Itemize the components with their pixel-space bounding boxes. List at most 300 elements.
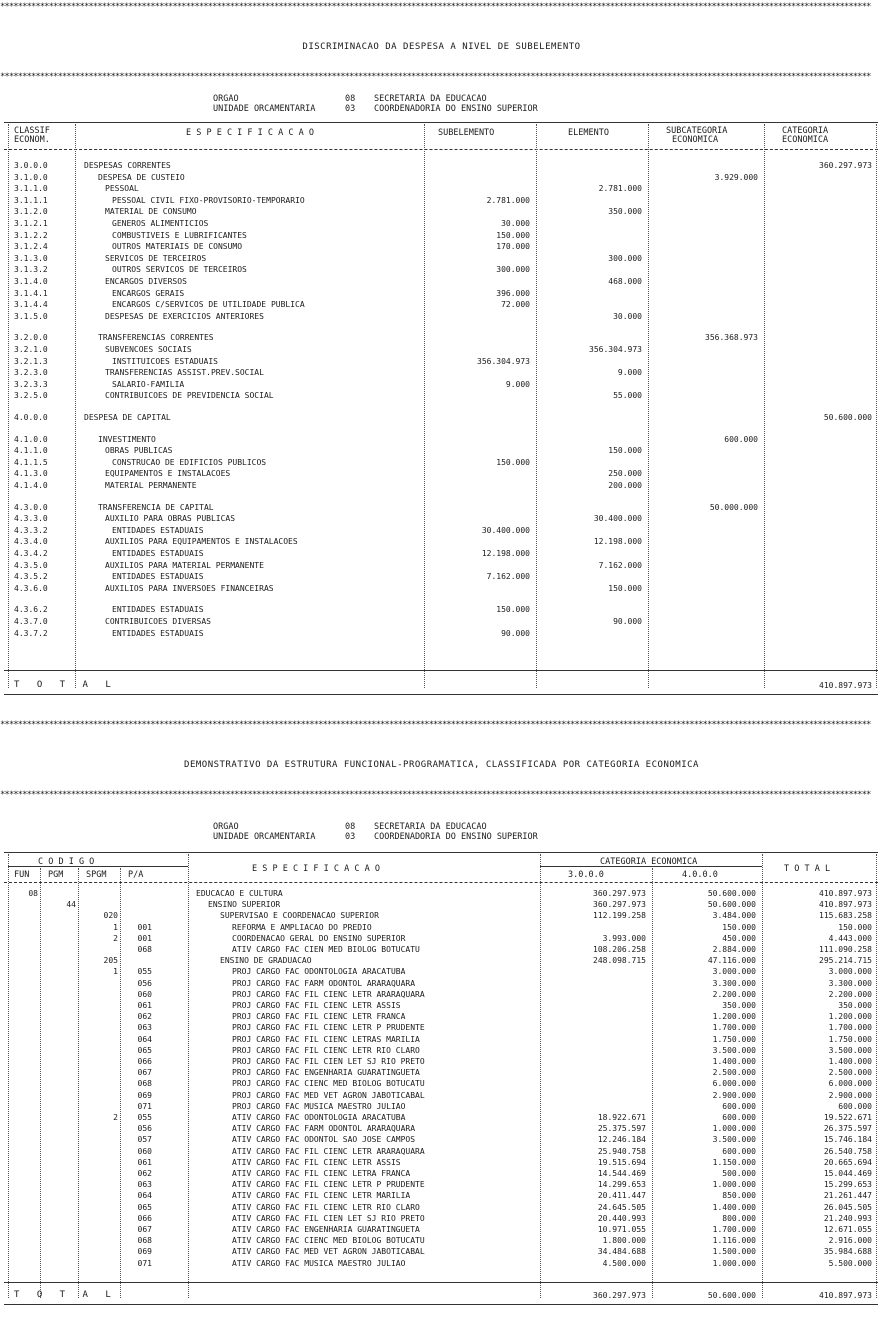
table-row: [0, 1190, 883, 1201]
classif-code: 3.1.5.0: [14, 311, 48, 321]
header-classif: CLASSIF: [14, 126, 50, 136]
value-4000: 1.116.000: [712, 1236, 756, 1246]
table-row: [0, 344, 883, 355]
value-4000: 850.000: [722, 1191, 756, 1201]
value-4000: 2.500.000: [712, 1068, 756, 1078]
value-4000: 3.500.000: [712, 1045, 756, 1055]
total-label: T O T A L: [14, 1290, 117, 1300]
value-4000: 2.200.000: [712, 989, 756, 999]
especificacao: ENTIDADES ESTADUAIS: [112, 628, 204, 638]
table-row: [0, 1235, 883, 1246]
header-econom: ECONOM.: [14, 135, 50, 145]
table-row: [0, 1112, 883, 1123]
subelemento-value: 170.000: [496, 242, 530, 252]
especificacao: ATIV CARGO FAC FIL CIENC LETRA FRANCA: [232, 1169, 411, 1178]
unidade-code: 03: [345, 104, 356, 114]
header-especificacao: E S P E C I F I C A C A O: [186, 128, 314, 138]
table-row: [0, 628, 883, 639]
value-total: 295.214.715: [819, 956, 872, 966]
table-row: [0, 1134, 883, 1145]
table-row: [0, 445, 883, 456]
header-elemento: ELEMENTO: [568, 128, 609, 138]
pa-code: 065: [137, 1202, 152, 1212]
table-row: [0, 311, 883, 322]
table-row: [0, 536, 883, 547]
pa-code: 061: [137, 1001, 152, 1010]
classif-code: 3.2.1.3: [14, 356, 48, 366]
classif-code: 4.1.3.0: [14, 469, 48, 479]
especificacao: PROJ CARGO FAC FIL CIENC LETRAS MARILIA: [232, 1034, 420, 1044]
especificacao: COMBUSTIVEIS E LUBRIFICANTES: [112, 230, 247, 240]
table-row: [0, 195, 883, 206]
value-total: 2.916.000: [828, 1236, 872, 1246]
table-row: [0, 206, 883, 217]
classif-code: 3.1.4.0: [14, 277, 48, 286]
value-4000: 2.900.000: [712, 1090, 756, 1100]
value-3000: 18.922.671: [597, 1113, 646, 1122]
especificacao: OBRAS PUBLICAS: [105, 446, 173, 456]
unidade-label: UNIDADE ORCAMENTARIA: [213, 832, 316, 842]
value-total: 5.500.000: [828, 1258, 872, 1268]
value-total: 2.500.000: [828, 1068, 872, 1078]
value-total: 35.984.688: [823, 1247, 872, 1257]
table2-top-rule: [4, 852, 878, 853]
pa-code: 068: [137, 1079, 152, 1089]
value-total: 1.700.000: [828, 1023, 872, 1033]
classif-code: 3.1.2.1: [14, 219, 48, 228]
pa-code: 069: [137, 1090, 152, 1100]
header-categoria-2: ECONOMICA: [782, 135, 829, 145]
subelemento-value: 9.000: [505, 379, 530, 389]
classif-code: 4.3.5.0: [14, 560, 48, 570]
value-4000: 1.400.000: [712, 1202, 756, 1212]
subelemento-value: 90.000: [501, 628, 530, 638]
classif-code: 4.1.4.0: [14, 481, 48, 490]
value-3000: 24.645.505: [597, 1202, 646, 1212]
classif-code: 3.2.3.3: [14, 379, 48, 389]
subelemento-value: 12.198.000: [481, 549, 530, 558]
table-row: [0, 468, 883, 479]
especificacao: EDUCACAO E CULTURA: [196, 889, 283, 898]
value-3000: 10.971.055: [597, 1225, 646, 1234]
table-row: [0, 1045, 883, 1056]
elemento-value: 90.000: [613, 617, 642, 626]
value-4000: 350.000: [722, 1001, 756, 1010]
table-row: [0, 604, 883, 615]
table2-header-rule: [4, 882, 878, 883]
fun-code: 08: [28, 889, 38, 898]
classif-code: 3.1.4.4: [14, 300, 48, 310]
especificacao: ATIV CARGO FAC FIL CIENC LETR ASSIS: [232, 1157, 401, 1167]
value-total: 600.000: [838, 1101, 872, 1111]
header-total: T O T A L: [784, 864, 831, 874]
value-total: 1.200.000: [828, 1012, 872, 1022]
separator: *****************************************************************************************************************************************************************************************************: [0, 790, 871, 800]
value-4000: 600.000: [722, 1113, 756, 1122]
subcategoria-value: 3.929.000: [714, 172, 758, 182]
especificacao: INSTITUICOES ESTADUAIS: [112, 356, 218, 366]
value-4000: 600.000: [722, 1101, 756, 1111]
especificacao: ENTIDADES ESTADUAIS: [112, 605, 204, 615]
elemento-value: 356.304.973: [589, 345, 642, 354]
value-total: 410.897.973: [819, 900, 872, 910]
pa-code: 067: [137, 1068, 152, 1078]
especificacao: PROJ CARGO FAC ENGENHARIA GUARATINGUETA: [232, 1068, 420, 1078]
spgm-code: 1: [113, 922, 118, 932]
especificacao: ATIV CARGO FAC MED VET AGRON JABOTICABAL: [232, 1247, 425, 1257]
subelemento-value: 150.000: [496, 230, 530, 240]
table-row: [0, 218, 883, 229]
classif-code: 3.2.5.0: [14, 391, 48, 401]
table-row: [0, 560, 883, 571]
spgm-code: 2: [113, 1113, 118, 1122]
subelemento-value: 356.304.973: [477, 356, 530, 366]
table-row: [0, 1101, 883, 1112]
separator: *****************************************************************************************************************************************************************************************************: [0, 720, 871, 730]
table-row: [0, 548, 883, 559]
table2-bottom-rule: [4, 1304, 878, 1305]
table2-total-rule: [4, 1282, 878, 1283]
table-row: [0, 910, 883, 921]
value-total: 350.000: [838, 1001, 872, 1010]
especificacao: DESPESA DE CAPITAL: [84, 413, 171, 422]
classif-code: 3.1.2.0: [14, 207, 48, 217]
especificacao: SERVICOS DE TERCEIROS: [105, 253, 207, 263]
subcategoria-value: 600.000: [724, 434, 758, 444]
table-row: [0, 966, 883, 977]
value-4000: 1.000.000: [712, 1180, 756, 1190]
especificacao: ENTIDADES ESTADUAIS: [112, 572, 204, 582]
subelemento-value: 2.781.000: [486, 195, 530, 205]
value-4000: 1.750.000: [712, 1034, 756, 1044]
pa-code: 067: [137, 1225, 152, 1234]
especificacao: CONTRIBUICOES DE PREVIDENCIA SOCIAL: [105, 391, 274, 401]
value-3000: 3.993.000: [602, 933, 646, 943]
orgao-label: ORGAO: [213, 822, 239, 832]
table-row: [0, 379, 883, 390]
table-row: [0, 390, 883, 401]
especificacao: ENSINO DE GRADUACAO: [220, 956, 312, 966]
header-pgm: PGM: [48, 870, 64, 880]
table-row: [0, 1034, 883, 1045]
especificacao: EQUIPAMENTOS E INSTALACOES: [105, 469, 231, 479]
especificacao: PROJ CARGO FAC FIL CIENC LETR ASSIS: [232, 1001, 401, 1010]
value-total: 3.500.000: [828, 1045, 872, 1055]
especificacao: PROJ CARGO FAC MUSICA MAESTRO JULIAO: [232, 1101, 406, 1111]
value-3000: 14.299.653: [597, 1180, 646, 1190]
pa-code: 064: [137, 1191, 152, 1201]
value-total: 2.200.000: [828, 989, 872, 999]
table-row: [0, 525, 883, 536]
table-row: [0, 253, 883, 264]
especificacao: ATIV CARGO FAC MUSICA MAESTRO JULIAO: [232, 1258, 406, 1268]
value-3000: 108.206.258: [593, 945, 646, 954]
total-label: T O T A L: [14, 680, 117, 690]
value-4000: 1.200.000: [712, 1012, 756, 1022]
pa-code: 065: [137, 1045, 152, 1055]
value-3000: 34.484.688: [597, 1247, 646, 1257]
classif-code: 4.1.0.0: [14, 434, 48, 444]
table-row: [0, 888, 883, 899]
pa-code: 069: [137, 1247, 152, 1257]
classif-code: 3.1.3.0: [14, 253, 48, 263]
pa-code: 068: [137, 945, 152, 954]
especificacao: ATIV CARGO FAC FIL CIENC LETR P PRUDENTE: [232, 1180, 425, 1190]
classif-code: 4.3.0.0: [14, 502, 48, 512]
elemento-value: 300.000: [608, 253, 642, 263]
header-4000: 4.0.0.0: [682, 870, 718, 880]
orgao-name: SECRETARIA DA EDUCACAO: [374, 822, 487, 832]
orgao-label: ORGAO: [213, 94, 239, 104]
value-4000: 3.484.000: [712, 911, 756, 921]
value-total: 2.900.000: [828, 1090, 872, 1100]
especificacao: TRANSFERENCIAS ASSIST.PREV.SOCIAL: [105, 368, 264, 378]
especificacao: SUPERVISAO E COORDENACAO SUPERIOR: [220, 911, 379, 921]
value-4000: 1.700.000: [712, 1225, 756, 1234]
table-row: [0, 1011, 883, 1022]
orgao-code: 08: [345, 94, 356, 104]
value-total: 15.299.653: [823, 1180, 872, 1190]
table-row: [0, 1168, 883, 1179]
header-fun: FUN: [14, 870, 30, 880]
table-row: [0, 502, 883, 513]
subcategoria-value: 50.000.000: [709, 502, 758, 512]
value-total: 410.897.973: [819, 889, 872, 898]
pa-code: 061: [137, 1157, 152, 1167]
total-grand: 410.897.973: [819, 1291, 872, 1300]
classif-code: 4.3.3.0: [14, 514, 48, 524]
especificacao: TRANSFERENCIA DE CAPITAL: [98, 502, 214, 512]
unidade-label: UNIDADE ORCAMENTARIA: [213, 104, 316, 114]
especificacao: ENCARGOS C/SERVICOS DE UTILIDADE PUBLICA: [112, 300, 305, 310]
value-3000: 19.515.694: [597, 1157, 646, 1167]
section1-title: DISCRIMINACAO DA DESPESA A NIVEL DE SUBELEMENTO: [302, 42, 581, 52]
classif-code: 3.1.0.0: [14, 172, 48, 182]
classif-code: 4.3.5.2: [14, 572, 48, 582]
classif-code: 3.1.4.1: [14, 288, 48, 298]
pa-code: 055: [137, 967, 152, 977]
subelemento-value: 150.000: [496, 457, 530, 467]
especificacao: DESPESAS DE EXERCICIOS ANTERIORES: [105, 311, 264, 321]
table-row: [0, 299, 883, 310]
value-total: 4.443.000: [828, 933, 872, 943]
especificacao: OUTROS SERVICOS DE TERCEIROS: [112, 265, 247, 275]
value-4000: 1.400.000: [712, 1057, 756, 1066]
especificacao: PROJ CARGO FAC MED VET AGRON JABOTICABAL: [232, 1090, 425, 1100]
elemento-value: 468.000: [608, 277, 642, 286]
classif-code: 3.2.1.0: [14, 345, 48, 354]
table-row: [0, 241, 883, 252]
header-categoria-rule: [540, 866, 762, 867]
value-total: 115.683.258: [819, 911, 872, 921]
especificacao: INVESTIMENTO: [98, 434, 156, 444]
header-codigo: C O D I G O: [38, 857, 95, 867]
table-row: [0, 1056, 883, 1067]
value-4000: 47.116.000: [707, 956, 756, 966]
value-total: 150.000: [838, 922, 872, 932]
especificacao: COORDENACAO GERAL DO ENSINO SUPERIOR: [232, 933, 406, 943]
especificacao: MATERIAL DE CONSUMO: [105, 207, 197, 217]
value-total: 1.400.000: [828, 1057, 872, 1066]
table-row: [0, 922, 883, 933]
especificacao: ATIV CARGO FAC FIL CIENC LETR RIO CLARO: [232, 1202, 420, 1212]
pa-code: 060: [137, 1146, 152, 1156]
table-row: [0, 183, 883, 194]
value-3000: 12.246.184: [597, 1135, 646, 1145]
table1-header-rule: [4, 149, 878, 150]
table1-bottom-rule: [4, 694, 878, 695]
subelemento-value: 150.000: [496, 605, 530, 615]
separator-top: *****************************************************************************************************************************************************************************************************: [0, 2, 871, 12]
especificacao: AUXILIOS PARA MATERIAL PERMANENTE: [105, 560, 264, 570]
especificacao: PROJ CARGO FAC FARM ODONTOL ARARAQUARA: [232, 978, 416, 988]
especificacao: PROJ CARGO FAC FIL CIEN LET SJ RIO PRETO: [232, 1057, 425, 1066]
classif-code: 4.3.7.0: [14, 617, 48, 626]
especificacao: ATIV CARGO FAC ODONTOL SAO JOSE CAMPOS: [232, 1135, 416, 1145]
especificacao: AUXILIOS PARA INVERSOES FINANCEIRAS: [105, 583, 274, 593]
value-total: 26.540.758: [823, 1146, 872, 1156]
especificacao: ATIV CARGO FAC ENGENHARIA GUARATINGUETA: [232, 1225, 420, 1234]
value-total: 26.375.597: [823, 1124, 872, 1134]
pa-code: 001: [137, 922, 152, 932]
classif-code: 4.3.6.2: [14, 605, 48, 615]
subelemento-value: 396.000: [496, 288, 530, 298]
pa-code: 057: [137, 1135, 152, 1145]
especificacao: PROJ CARGO FAC ODONTOLOGIA ARACATUBA: [232, 967, 406, 977]
table-row: [0, 1258, 883, 1269]
table-row: [0, 412, 883, 423]
pgm-code: 44: [66, 900, 76, 910]
especificacao: MATERIAL PERMANENTE: [105, 481, 197, 490]
pa-code: 064: [137, 1034, 152, 1044]
elemento-value: 2.781.000: [598, 184, 642, 194]
value-4000: 3.500.000: [712, 1135, 756, 1145]
pa-code: 071: [137, 1258, 152, 1268]
elemento-value: 150.000: [608, 446, 642, 456]
pa-code: 063: [137, 1180, 152, 1190]
classif-code: 3.1.1.1: [14, 195, 48, 205]
pa-code: 063: [137, 1023, 152, 1033]
especificacao: ATIV CARGO FAC CIEN MED BIOLOG BOTUCATU: [232, 945, 420, 954]
elemento-value: 30.000: [613, 311, 642, 321]
header-especificacao: E S P E C I F I C A C A O: [252, 864, 380, 874]
table-row: [0, 933, 883, 944]
especificacao: ENCARGOS DIVERSOS: [105, 277, 187, 286]
table-row: [0, 276, 883, 287]
elemento-value: 150.000: [608, 583, 642, 593]
total-3000: 360.297.973: [593, 1291, 646, 1300]
pa-code: 060: [137, 989, 152, 999]
separator: *****************************************************************************************************************************************************************************************************: [0, 72, 871, 82]
especificacao: ATIV CARGO FAC ODONTOLOGIA ARACATUBA: [232, 1113, 406, 1122]
value-4000: 6.000.000: [712, 1079, 756, 1089]
table1-top-rule: [4, 122, 878, 123]
classif-code: 3.1.3.2: [14, 265, 48, 275]
table-row: [0, 1123, 883, 1134]
table-row: [0, 978, 883, 989]
value-total: 111.090.258: [819, 945, 872, 954]
classif-code: 4.0.0.0: [14, 413, 48, 422]
value-4000: 50.600.000: [707, 889, 756, 898]
value-3000: 248.098.715: [593, 956, 646, 966]
table-row: [0, 571, 883, 582]
table-row: [0, 172, 883, 183]
table-row: [0, 230, 883, 241]
especificacao: ENCARGOS GERAIS: [112, 288, 185, 298]
subelemento-value: 7.162.000: [486, 572, 530, 582]
categoria-value: 360.297.973: [819, 161, 872, 170]
value-4000: 1.150.000: [712, 1157, 756, 1167]
table-row: [0, 1157, 883, 1168]
elemento-value: 250.000: [608, 469, 642, 479]
orgao-code: 08: [345, 822, 356, 832]
header-spgm: SPGM: [86, 870, 107, 880]
especificacao: PESSOAL: [105, 184, 139, 194]
table-row: [0, 480, 883, 491]
table-row: [0, 1090, 883, 1101]
pa-code: 071: [137, 1101, 152, 1111]
elemento-value: 7.162.000: [598, 560, 642, 570]
value-4000: 450.000: [722, 933, 756, 943]
classif-code: 3.1.1.0: [14, 184, 48, 194]
value-4000: 1.500.000: [712, 1247, 756, 1257]
value-4000: 150.000: [722, 922, 756, 932]
subelemento-value: 72.000: [501, 300, 530, 310]
classif-code: 4.3.4.0: [14, 537, 48, 547]
especificacao: ATIV CARGO FAC CIENC MED BIOLOG BOTUCATU: [232, 1236, 425, 1246]
classif-code: 3.1.2.4: [14, 242, 48, 252]
value-3000: 360.297.973: [593, 900, 646, 910]
especificacao: SUBVENCOES SOCIAIS: [105, 345, 192, 354]
table-row: [0, 1213, 883, 1224]
table-row: [0, 1078, 883, 1089]
header-subcategoria: SUBCATEGORIA: [666, 126, 728, 136]
especificacao: ENTIDADES ESTADUAIS: [112, 549, 204, 558]
classif-code: 4.3.7.2: [14, 628, 48, 638]
subcategoria-value: 356.368.973: [705, 333, 758, 343]
table-row: [0, 332, 883, 343]
especificacao: GENEROS ALIMENTICIOS: [112, 219, 209, 228]
value-4000: 3.000.000: [712, 967, 756, 977]
pa-code: 068: [137, 1236, 152, 1246]
especificacao: ATIV CARGO FAC FIL CIEN LET SJ RIO PRETO: [232, 1213, 425, 1223]
table-row: [0, 1179, 883, 1190]
spgm-code: 1: [113, 967, 118, 977]
orgao-name: SECRETARIA DA EDUCACAO: [374, 94, 487, 104]
header-pa: P/A: [128, 870, 144, 880]
table-row: [0, 616, 883, 627]
table-row: [0, 513, 883, 524]
value-4000: 500.000: [722, 1169, 756, 1178]
table-row: [0, 367, 883, 378]
header-3000: 3.0.0.0: [568, 870, 604, 880]
value-total: 21.240.993: [823, 1213, 872, 1223]
especificacao: AUXILIO PARA OBRAS PUBLICAS: [105, 514, 236, 524]
value-3000: 20.411.447: [597, 1191, 646, 1201]
spgm-code: 020: [103, 911, 118, 921]
header-categoria-economica: CATEGORIA ECONOMICA: [600, 857, 698, 867]
table-row: [0, 989, 883, 1000]
especificacao: CONSTRUCAO DE EDIFICIOS PUBLICOS: [112, 457, 267, 467]
especificacao: SALARIO-FAMILIA: [112, 379, 185, 389]
value-4000: 2.884.000: [712, 945, 756, 954]
value-3000: 4.500.000: [602, 1258, 646, 1268]
classif-code: 3.1.2.2: [14, 230, 48, 240]
value-4000: 800.000: [722, 1213, 756, 1223]
table-row: [0, 434, 883, 445]
pa-code: 066: [137, 1057, 152, 1066]
section2-title: DEMONSTRATIVO DA ESTRUTURA FUNCIONAL-PROGRAMATICA, CLASSIFICADA POR CATEGORIA ECONOMICA: [184, 760, 699, 770]
